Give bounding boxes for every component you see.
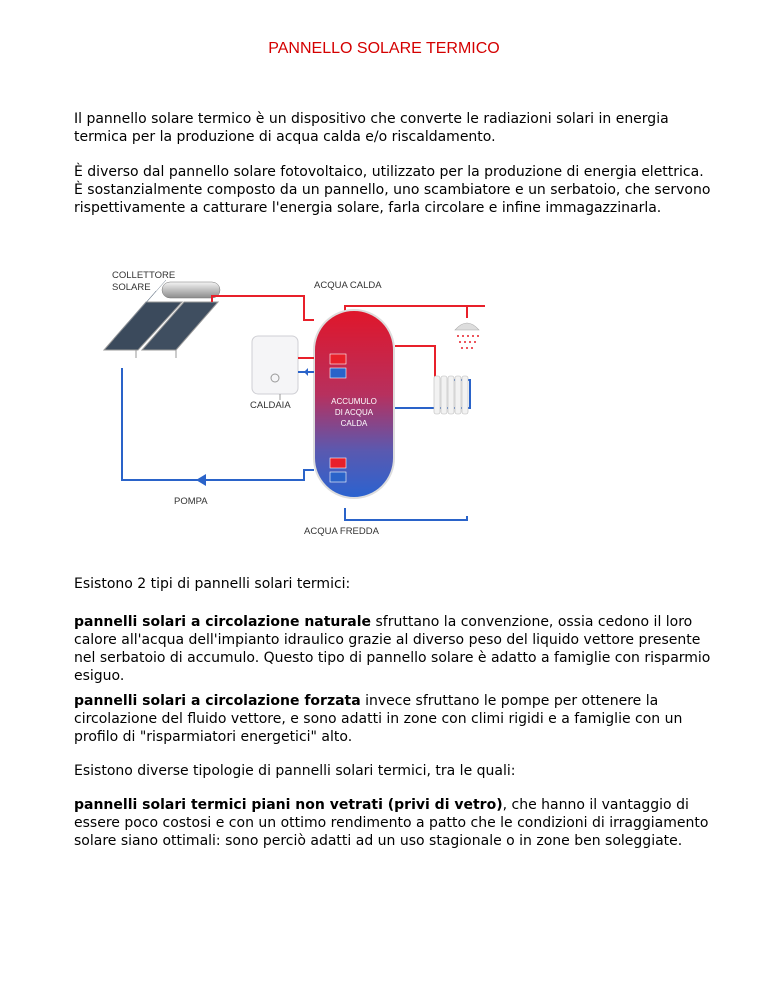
storage-tank — [314, 310, 394, 498]
radiator-icon — [434, 376, 468, 414]
forced-circulation-term: pannelli solari a circolazione forzata — [74, 693, 361, 709]
page-title: PANNELLO SOLARE TERMICO — [268, 40, 500, 57]
collector-label-2: SOLARE — [112, 282, 151, 293]
hot-water-label: ACQUA CALDA — [314, 280, 382, 291]
forced-circulation-text: invece sfruttano le pompe per ottenere la circolazione del fluido vettore, e sono adatti in zone con climi rigidi e a famiglie con un profilo di "risparmiatori energetici" alto. — [74, 693, 683, 745]
typologies-intro: Esistono diverse tipologie di pannelli solari termici, tra le quali: — [74, 763, 516, 779]
shower-icon — [455, 306, 479, 349]
boiler-icon — [252, 336, 314, 400]
unglazed-text: , che hanno il vantaggio di essere poco costosi e con un ottimo rendimento a patto che le condizioni di irraggiamento solare siano ottimali: sono perciò adatti ad un uso stagionale o in zone ben soleggiate. — [74, 797, 709, 849]
intro-paragraph-2: È diverso dal pannello solare fotovoltaico, utilizzato per la produzione di energia elettrica. È sostanzialmente composto da un pannello, uno scambiatore e un serbatoio, che servono rispettivamente a catturare l'energia solare, farla circolare e infine immagazzinarla. — [74, 164, 711, 216]
intro-paragraph-1: Il pannello solare termico è un dispositivo che converte le radiazioni solari in energia termica per la produzione di acqua calda e/o riscaldamento. — [74, 111, 669, 145]
natural-circulation-term: pannelli solari a circolazione naturale — [74, 614, 372, 630]
cold-water-label: ACQUA FREDDA — [304, 526, 379, 537]
pump-arrow-icon — [196, 474, 206, 486]
natural-circulation-paragraph — [74, 613, 714, 685]
pump-label: POMPA — [174, 496, 208, 507]
storage-label-1: ACCUMULO — [331, 397, 377, 406]
unglazed-term: pannelli solari termici piani non vetrati (privi di vetro) — [74, 797, 503, 813]
boiler-label: CALDAIA — [250, 400, 291, 411]
collector-label-1: COLLETTORE — [112, 270, 176, 281]
unglazed-paragraph — [74, 796, 714, 850]
types-intro: Esistono 2 tipi di pannelli solari termici: — [74, 576, 351, 592]
storage-label-3: CALDA — [340, 419, 368, 428]
forced-circulation-paragraph — [74, 692, 714, 746]
storage-label-2: DI ACQUA — [334, 408, 374, 417]
natural-circulation-text: sfruttano la convenzione, ossia cedono il loro calore all'acqua dell'impianto idraulico grazie al diverso peso del liquido vettore presente nel serbatoio di accumulo. Questo tipo di pannello solare è adatto a famiglie con risparmio esiguo. — [74, 614, 711, 684]
solar-thermal-diagram — [100, 258, 485, 548]
